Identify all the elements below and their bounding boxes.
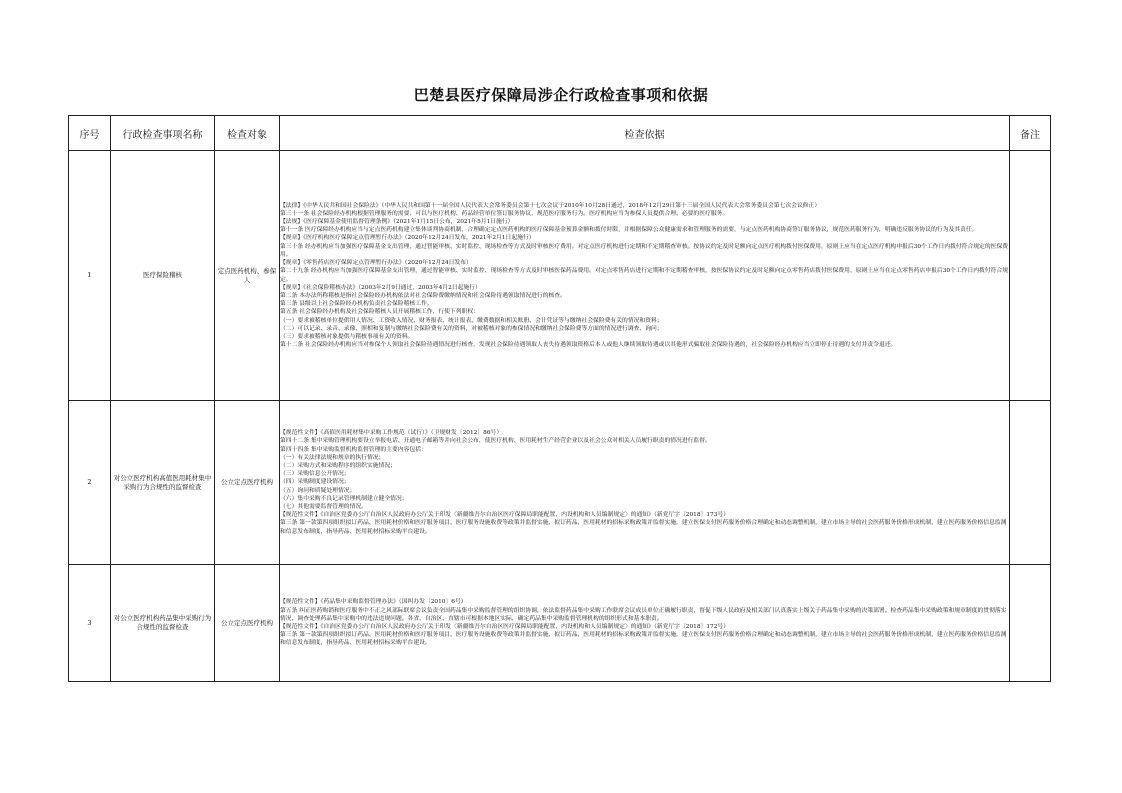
basis-line: 第三十条 经办机构应当加强医疗保障基金支出管理，通过智能审核、实时监控、现场检查等方式及时审核医疗费用。对定点医疗机构进行定期和不定期稽查审核。按协议约定及时足额向定点医疗机构拨付医保费用，原则上应当在定点医疗机构申报后30个工作日内拨付符合规定的医保费用。 — [280, 243, 1009, 258]
basis-line: 【法律】《中华人民共和国社会保险法》（中华人民共和国第十一届全国人民代表大会常务委员会第十七次会议于2010年10月28日通过，2018年12月29日第十三届全国人民代表大会常务委员会第七次会议修正） — [280, 202, 821, 209]
basis-line: 第五条 社会保险经办机构及社会保险稽核人员开展稽核工作，行使下列职权： — [280, 309, 479, 316]
basis-line: 第三条 县级以上社会保险经办机构负责社会保险稽核工作。 — [280, 301, 433, 308]
basis-line: 【规范性文件】《药品集中采购监督管理办法》（国纠办发〔2010〕6号） — [280, 599, 467, 606]
basis-line: （三）要求被稽核对象提供与稽核事项有关的资料。 — [280, 334, 414, 341]
basis-line: （五）询问和质疑处理情况； — [280, 487, 356, 494]
header-row — [69, 116, 1051, 151]
basis-line: 第四十二条 集中采购管理机构要设立举报电话、开通电子邮箱等并向社会公布，使医疗机构、医用耗材生产经营企业以及社会公众对相关人员履行职责的情况进行监督。 — [280, 438, 711, 445]
page-title: 巴楚县医疗保障局涉企行政检查事项和依据 — [413, 86, 709, 104]
basis-line: （二）可以记录、录音、录像、照相和复制与缴纳社会保险费有关的资料，对被稽核对象的参保情况和缴纳社会保险费等方面的情况进行调查、询问； — [280, 325, 663, 332]
row-seq: 3 — [69, 565, 111, 682]
basis-line: 第二条 本办法所称稽核是指社会保险经办机构依法对社会保险费缴纳情况和社会保险待遇领取情况进行的核查。 — [280, 292, 566, 299]
basis-line: 【规范性文件】《高值医用耗材集中采购工作规范（试行）》（卫规财发〔2012〕86号） — [280, 430, 503, 437]
row-basis — [280, 565, 1010, 682]
basis-line: 第十二条 社会保险经办机构应当对参保个人领取社会保险待遇情况进行核查，发现社会保险待遇领取人丧失待遇领取资格后本人或他人继续领取待遇或以其他形式骗取社会保险待遇的，社会保险经办机构应当立即停止待遇的支付并责令退还。 — [280, 342, 897, 349]
row-seq: 2 — [69, 401, 111, 565]
row-object: 公立定点医疗机构 — [215, 565, 280, 682]
inspection-table — [68, 115, 1051, 682]
row-remark — [1010, 151, 1051, 401]
basis-line: 第十一条 医疗保障经办机构应当与定点医药机构建立集体谈判协商机制，合理确定定点医药机构的医疗保障基金预算金额和拨付时限，并根据保障公众健康需求和管理服务的需要，与定点医药机构协商签订服务协议，规范医药服务行为，明确违反服务协议的行为及其责任。 — [280, 227, 978, 234]
basis-line: 【规章】《零售药店医疗保障定点管理暂行办法》（2020年12月24日发布） — [280, 260, 472, 267]
row-remark — [1010, 401, 1051, 565]
basis-line: （七）其他需要监督管理的情况。 — [280, 504, 367, 511]
row-item-name: 对公立医疗机构高值医用耗材集中采购行为合规性的监督检查 — [111, 401, 215, 565]
basis-line: 第四十四条 集中采购监督机构监督管理的主要内容包括： — [280, 446, 427, 453]
table-row — [69, 565, 1051, 682]
basis-line: （一）要求被稽核单位提供用人情况、工资收入情况、财务报表、统计报表、缴费数据和相关账册、会计凭证等与缴纳社会保险费有关的情况和资料； — [280, 317, 663, 324]
row-basis — [280, 151, 1010, 401]
basis-line: （一）有关法律法规和规章的执行情况； — [280, 454, 385, 461]
basis-line: 第三十一条 社会保险经办机构根据管理服务的需要，可以与医疗机构、药品经营单位签订服务协议，规范医疗服务行为。医疗机构应当为参保人员提供合理、必要的医疗服务。 — [280, 210, 729, 217]
header-object: 检查对象 — [215, 116, 280, 151]
basis-line: （二）采购方式和采购程序的组织实施情况； — [280, 462, 396, 469]
row-item-name: 对公立医疗机构药品集中采购行为合规性的监督检查 — [111, 565, 215, 682]
row-object: 公立定点医疗机构 — [215, 401, 280, 565]
row-seq: 1 — [69, 151, 111, 401]
basis-line: 第三条 第一款第四项组织拟订药品、医用耗材价格和医疗服务项目、医疗服务设施收费等政策并监督实施，拟订药品、医用耗材的招标采购政策并监督实施，建立医保支付医药服务价格合理确定和动态调整机制，建立市场主导的社会医药服务价格形成机制，建立医药服务价格信息监测和信息发布制度，指导药品、医用耗材招标采购平台建设。 — [280, 520, 1007, 535]
row-object: 定点医药机构、参保人 — [215, 151, 280, 401]
header-seq: 序号 — [69, 116, 111, 151]
basis-line: 【法规】《医疗保障基金使用监督管理条例》（2021年1月15日公布，2021年5月1日施行） — [280, 218, 514, 225]
table-row — [69, 151, 1051, 401]
row-basis — [280, 401, 1010, 565]
table-row — [69, 401, 1051, 565]
header-item: 行政检查事项名称 — [111, 116, 215, 151]
basis-line: （四）采购制度建设情况； — [280, 479, 350, 486]
basis-line: 【规章】《医疗机构医疗保障定点管理暂行办法》（2020年12月24日发布，2021年2月1日起施行） — [280, 235, 535, 242]
basis-line: 【规范性文件】《自治区党委办公厅自治区人民政府办公厅关于印发〈新疆维吾尔自治区医疗保障局职能配置、内设机构和人员编制规定〉的通知》（新党厅字〔2018〕173号） — [280, 512, 729, 519]
row-item-name: 医疗保险稽核 — [111, 151, 215, 401]
header-basis: 检查依据 — [280, 116, 1010, 151]
basis-line: 【规范性文件】《自治区党委办公厅自治区人民政府办公厅关于印发〈新疆维吾尔自治区医疗保障局职能配置、内设机构和人员编制规定〉的通知》（新党厅字〔2018〕172号） — [280, 624, 729, 630]
basis-line: 第三条 第一款第四项组织拟订药品、医用耗材价格和医疗服务项目、医疗服务设施收费等政策并监督实施，拟订药品、医用耗材的招标采购政策并监督实施，建立医保支付医药服务价格合理确定和动态调整机制，建立市场主导的社会医药服务价格形成机制，建立医药服务价格信息监测和信息发布制度，指导药品、医用耗材招标采购平台建设。 — [280, 632, 1007, 647]
basis-line: 第五条 纠正医药购销和医疗服务中不正之风部际联席会议负责全国药品集中采购监督管理的组织协调，依法监督药品集中采购工作联席会议成员单位正确履行职责，督促下级人民政府及相关部门认真落实上级关于药品集中采购的决策部署。检查药品集中采购政策和规章制度的贯彻落实情况，调查处理药品集中采购中的违法违规问题。各省、自治区、直辖市可根据本地区实际，确定药品集中采购监督管理机构的组织形式和基本职责。 — [280, 607, 1007, 622]
basis-line: （三）采购信息公开情况； — [280, 471, 350, 478]
header-remark: 备注 — [1010, 116, 1051, 151]
basis-line: （六）集中采购不良记录管理机制建立健全情况； — [280, 495, 408, 502]
row-remark — [1010, 565, 1051, 682]
basis-line: 第二十九条 经办机构应当加强医疗保障基金支出管理，通过智能审核、实时监控、现场检查等方式及时审核医保药品费用。对定点零售药店进行定期和不定期稽查审核，按医保协议约定及时足额向定点零售药店拨付医保费用，原则上应当在定点零售药店申报后30个工作日内拨付符合规定。 — [280, 268, 1009, 283]
basis-line: 【规章】《社会保险稽核办法》（2003年2月9日通过，2003年4月2日起施行） — [280, 284, 481, 291]
